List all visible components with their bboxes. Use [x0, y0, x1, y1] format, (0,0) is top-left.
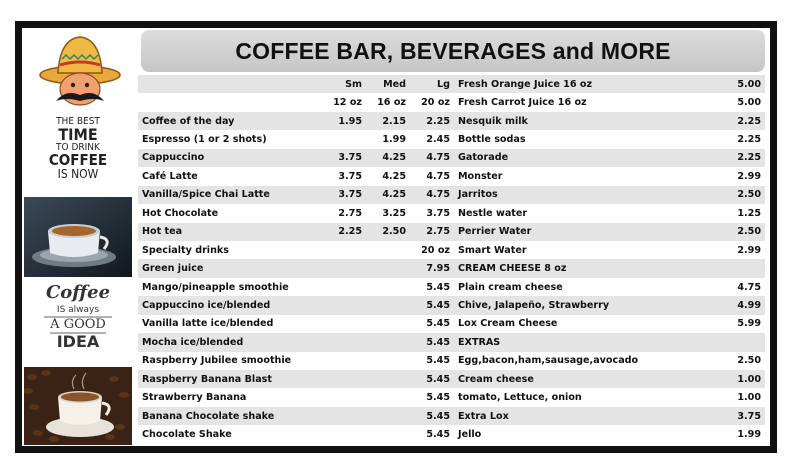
price-medium	[366, 315, 410, 333]
item-price: 2.99	[715, 167, 765, 185]
item-name: Mocha ice/blended	[138, 333, 322, 351]
item-price: 4.99	[715, 296, 765, 314]
item-name: Chocolate Shake	[138, 425, 322, 443]
item-name: Egg,bacon,ham,sausage,avocado	[454, 352, 715, 370]
item-name: Café Latte	[138, 167, 322, 185]
menu-item-row	[138, 425, 454, 443]
price-small	[322, 241, 366, 259]
item-name: Strawberry Banana	[138, 388, 322, 406]
price-large: 4.75	[410, 167, 454, 185]
item-name: Cappuccino	[138, 149, 322, 167]
item-name: Monster	[454, 167, 715, 185]
menu-item-row	[454, 352, 765, 370]
price-small: 3.75	[322, 167, 366, 185]
drinks-extras-price-table	[454, 75, 765, 444]
price-medium	[366, 333, 410, 351]
item-price: 4.75	[715, 278, 765, 296]
espresso-cup-photo	[24, 197, 132, 277]
item-name: Cream cheese	[454, 370, 715, 388]
menu-item-row	[454, 315, 765, 333]
ounce-header-row	[138, 93, 454, 111]
price-medium: 2.15	[366, 112, 410, 130]
item-price: 5.00	[715, 93, 765, 111]
price-medium	[366, 296, 410, 314]
quote1-line: COFFEE	[48, 151, 108, 169]
price-large: 4.75	[410, 186, 454, 204]
item-name: tomato, Lettuce, onion	[454, 388, 715, 406]
menu-item-row	[454, 425, 765, 443]
quote2-line: IDEA	[56, 332, 100, 351]
item-name: Cappuccino ice/blended	[138, 296, 322, 314]
price-large: 7.95	[410, 259, 454, 277]
price-medium	[366, 407, 410, 425]
price-medium: 4.25	[366, 186, 410, 204]
item-name: Perrier Water	[454, 223, 715, 241]
price-medium: 2.50	[366, 223, 410, 241]
item-name: Fresh Carrot Juice 16 oz	[454, 93, 715, 111]
price-large: 20 oz	[410, 241, 454, 259]
price-large: 5.45	[410, 370, 454, 388]
price-medium: 1.99	[366, 130, 410, 148]
item-price: 2.50	[715, 223, 765, 241]
menu-item-row	[454, 167, 765, 185]
menu-item-row	[138, 370, 454, 388]
price-small	[322, 388, 366, 406]
item-name: Raspberry Jubilee smoothie	[138, 352, 322, 370]
price-small	[322, 278, 366, 296]
item-name: Extra Lox	[454, 407, 715, 425]
menu-item-row	[138, 186, 454, 204]
quote1-line: THE BEST	[56, 116, 100, 127]
item-name: Gatorade	[454, 149, 715, 167]
beverages-price-table	[138, 75, 454, 444]
item-price: 2.25	[715, 112, 765, 130]
item-name: Hot Chocolate	[138, 204, 322, 222]
price-medium	[366, 352, 410, 370]
quote2-line: IS always	[56, 305, 100, 315]
menu-item-row	[138, 296, 454, 314]
price-large: 2.25	[410, 112, 454, 130]
menu-item-row	[454, 241, 765, 259]
menu-item-row	[138, 259, 454, 277]
menu-item-row	[454, 388, 765, 406]
menu-item-row	[138, 388, 454, 406]
item-price	[715, 333, 765, 351]
size-header-blank	[138, 75, 322, 93]
item-name: Raspberry Banana Blast	[138, 370, 322, 388]
item-price	[715, 259, 765, 277]
price-small: 2.25	[322, 223, 366, 241]
menu-item-row	[454, 130, 765, 148]
size-header-sm: Sm	[322, 75, 366, 93]
price-large: 5.45	[410, 296, 454, 314]
menu-item-row	[138, 223, 454, 241]
price-small	[322, 352, 366, 370]
price-small	[322, 333, 366, 351]
price-medium	[366, 259, 410, 277]
title-banner	[141, 30, 765, 72]
menu-item-row	[138, 204, 454, 222]
menu-item-row	[454, 407, 765, 425]
item-name: Nestle water	[454, 204, 715, 222]
price-small	[322, 425, 366, 443]
item-name: Vanilla latte ice/blended	[138, 315, 322, 333]
menu-item-row	[454, 75, 765, 93]
item-price: 2.50	[715, 352, 765, 370]
item-price: 2.25	[715, 149, 765, 167]
item-name: Lox Cream Cheese	[454, 315, 715, 333]
menu-item-row	[138, 352, 454, 370]
ounce-header-blank	[138, 93, 322, 111]
price-small	[322, 130, 366, 148]
item-price: 2.25	[715, 130, 765, 148]
coffee-good-idea-quote	[24, 283, 132, 363]
price-large: 5.45	[410, 352, 454, 370]
quote2-line: Coffee	[45, 282, 111, 303]
menu-item-row	[138, 315, 454, 333]
item-name: CREAM CHEESE 8 oz	[454, 259, 715, 277]
item-name: Mango/pineapple smoothie	[138, 278, 322, 296]
price-medium: 4.25	[366, 167, 410, 185]
menu-item-row	[454, 278, 765, 296]
quote2-line: A GOOD	[50, 317, 106, 332]
item-name: Bottle sodas	[454, 130, 715, 148]
price-small	[322, 407, 366, 425]
quote1-line: TIME	[58, 125, 98, 144]
price-small	[322, 296, 366, 314]
price-large: 5.45	[410, 388, 454, 406]
menu-item-row	[454, 223, 765, 241]
price-small: 1.95	[322, 112, 366, 130]
price-medium: 4.25	[366, 149, 410, 167]
price-large: 5.45	[410, 315, 454, 333]
item-name: Nesquik milk	[454, 112, 715, 130]
price-large: 5.45	[410, 425, 454, 443]
quote1-line: IS NOW	[57, 167, 99, 181]
price-large: 5.45	[410, 278, 454, 296]
price-large: 3.75	[410, 204, 454, 222]
menu-item-row	[454, 333, 765, 351]
item-price: 2.99	[715, 241, 765, 259]
item-price: 2.50	[715, 186, 765, 204]
ounce-header-med: 16 oz	[366, 93, 410, 111]
menu-item-row	[138, 407, 454, 425]
item-name: Vanilla/Spice Chai Latte	[138, 186, 322, 204]
item-name: EXTRAS	[454, 333, 715, 351]
menu-item-row	[138, 167, 454, 185]
menu-item-row	[454, 186, 765, 204]
menu-item-row	[138, 130, 454, 148]
menu-item-row	[138, 241, 454, 259]
price-medium	[366, 370, 410, 388]
item-price: 3.75	[715, 407, 765, 425]
menu-item-row	[138, 333, 454, 351]
sombrero-mascot-logo	[38, 31, 122, 111]
item-name: Chive, Jalapeño, Strawberry	[454, 296, 715, 314]
size-header-lg: Lg	[410, 75, 454, 93]
price-medium	[366, 241, 410, 259]
price-medium	[366, 388, 410, 406]
menu-item-row	[454, 149, 765, 167]
price-small: 3.75	[322, 186, 366, 204]
item-price: 1.00	[715, 370, 765, 388]
menu-item-row	[454, 112, 765, 130]
price-small: 3.75	[322, 149, 366, 167]
item-name: Plain cream cheese	[454, 278, 715, 296]
price-large: 2.45	[410, 130, 454, 148]
beverages-table-body	[138, 75, 454, 444]
decor-column	[24, 27, 132, 445]
price-small: 2.75	[322, 204, 366, 222]
price-large: 2.75	[410, 223, 454, 241]
page-title: COFFEE BAR, BEVERAGES and MORE	[235, 37, 671, 64]
menu-item-row	[454, 296, 765, 314]
item-price: 1.00	[715, 388, 765, 406]
menu-item-row	[138, 112, 454, 130]
ounce-header-lg: 20 oz	[410, 93, 454, 111]
item-name: Banana Chocolate shake	[138, 407, 322, 425]
price-large: 5.45	[410, 333, 454, 351]
drinks-extras-table-body	[454, 75, 765, 444]
menu-item-row	[454, 370, 765, 388]
size-header-med: Med	[366, 75, 410, 93]
price-small	[322, 315, 366, 333]
menu-item-row	[138, 278, 454, 296]
menu-item-row	[454, 93, 765, 111]
item-price: 5.00	[715, 75, 765, 93]
price-medium	[366, 425, 410, 443]
item-price: 1.99	[715, 425, 765, 443]
menu-item-row	[454, 259, 765, 277]
item-name: Jello	[454, 425, 715, 443]
item-name: Coffee of the day	[138, 112, 322, 130]
item-name: Hot tea	[138, 223, 322, 241]
item-name: Green juice	[138, 259, 322, 277]
item-price: 5.99	[715, 315, 765, 333]
item-name: Specialty drinks	[138, 241, 322, 259]
price-large: 5.45	[410, 407, 454, 425]
item-name: Smart Water	[454, 241, 715, 259]
item-price: 1.25	[715, 204, 765, 222]
ounce-header-sm: 12 oz	[322, 93, 366, 111]
size-header-row	[138, 75, 454, 93]
price-large: 4.75	[410, 149, 454, 167]
price-small	[322, 370, 366, 388]
item-name: Fresh Orange Juice 16 oz	[454, 75, 715, 93]
item-name: Jarritos	[454, 186, 715, 204]
item-name: Espresso (1 or 2 shots)	[138, 130, 322, 148]
price-small	[322, 259, 366, 277]
price-medium: 3.25	[366, 204, 410, 222]
price-medium	[366, 278, 410, 296]
menu-item-row	[454, 204, 765, 222]
menu-item-row	[138, 149, 454, 167]
quote1-line: TO DRINK	[56, 142, 100, 153]
coffee-beans-cup-photo	[24, 367, 132, 445]
